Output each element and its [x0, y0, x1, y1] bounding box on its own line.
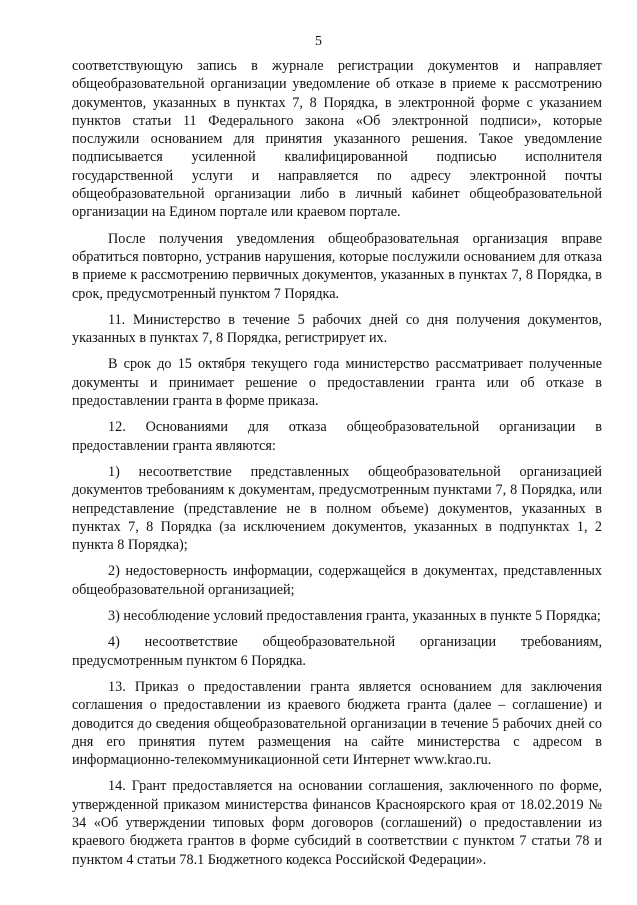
paragraph-item-12-sub-3: 3) несоблюдение условий предоставления гранта, указанных в пункте 5 Порядка;	[108, 608, 601, 625]
paragraph-item-12-sub-4: 4) несоответствие общеобразовательной организации требованиям, предусмотренным пунктом 6 Порядка.	[72, 634, 602, 669]
document-body	[72, 57, 602, 869]
paragraph-item-14: 14. Грант предоставляется на основании соглашения, заключенного по форме, утвержденной приказом министерства финансов Красноярского края от 18.02.2019 № 34 «Об утверждении типовых форм договоров (соглашений) о предоставлении из краевого бюджета грантов в форме субсидий в соответствии с пунктом 7 статьи 78 и пунктом 4 статьи 78.1 Бюджетного кодекса Российской Федерации».	[72, 778, 602, 868]
paragraph-continuation: соответствующую запись в журнале регистрации документов и направляет общеобразовательной организации уведомление об отказе в приеме к рассмотрению документов, указанных в пунктах 7, 8 Порядка, в электронной форме с указанием пунктов статьи 11 Федерального закона «Об электронной подписи», которые послужили основанием для принятия указанного решения. Такое уведомление подписывается усиленной квалифицированной подписью исполнителя государственной услуги и направляется по адресу электронной почты общеобразовательной организации либо в личный кабинет общеобразовательной организации на Едином портале или краевом портале.	[72, 58, 602, 221]
paragraph-item-12-sub-2: 2) недостоверность информации, содержащейся в документах, представленных общеобразовательной организацией;	[72, 563, 602, 598]
paragraph-repeat-request: После получения уведомления общеобразовательная организация вправе обратиться повторно, устранив нарушения, которые послужили основанием для отказа в приеме к рассмотрению первичных документов, указанных в пунктах 7, 8 Порядка, в срок, предусмотренный пунктом 7 Порядка.	[72, 230, 602, 302]
paragraph-item-12: 12. Основаниями для отказа общеобразовательной организации в предоставлении гранта являются:	[72, 419, 602, 454]
paragraph-review-deadline: В срок до 15 октября текущего года министерство рассматривает полученные документы и принимает решение о предоставлении гранта или об отказе в предоставлении гранта в форме приказа.	[72, 356, 602, 410]
page-number: 5	[315, 34, 322, 49]
paragraph-item-11: 11. Министерство в течение 5 рабочих дней со дня получения документов, указанных в пунктах 7, 8 Порядка, регистрирует их.	[72, 311, 602, 347]
paragraph-item-12-sub-1: 1) несоответствие представленных общеобразовательной организацией документов требованиям к документам, предусмотренным пунктами 7, 8 Порядка, или непредставление (представление не в полном объеме) документов, указанных в пунктах 7, 8 Порядка (за исключением документов, указанных в подпунктах 1, 2 пункта 8 Порядка);	[72, 463, 602, 554]
paragraph-item-13: 13. Приказ о предоставлении гранта является основанием для заключения соглашения о предоставлении из краевого бюджета гранта (далее – соглашение) и доводится до сведения общеобразовательной организации в течение 5 рабочих дней со дня его принятия путем размещения на сайте министерства с адресом в информационно-телекоммуникационной сети Интернет www.krao.ru.	[72, 678, 602, 769]
